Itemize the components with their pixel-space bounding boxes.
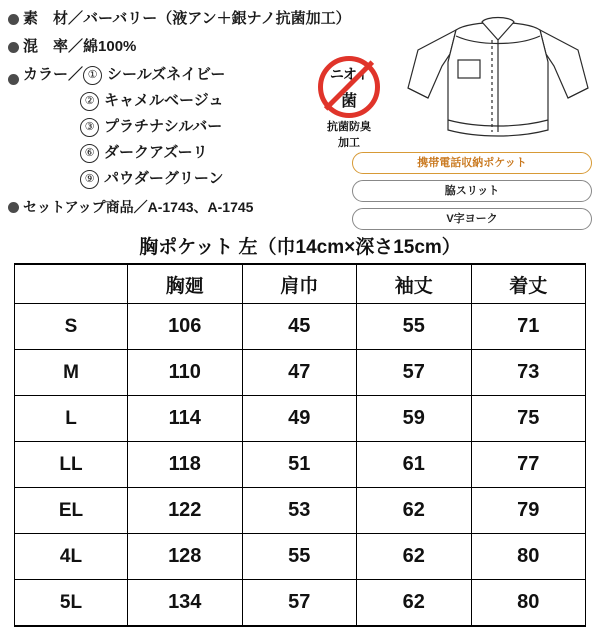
bullet-icon — [8, 14, 19, 25]
color-number: ⑨ — [80, 170, 99, 189]
cell-sleeve: 61 — [357, 442, 472, 488]
spec-value-material: バーバリー（液アン＋銀ナノ抗菌加工） — [83, 10, 351, 27]
cell-length: 79 — [471, 488, 586, 534]
cell-length: 80 — [471, 534, 586, 580]
badge-line1: ニオイ — [329, 66, 369, 82]
size-table — [14, 263, 586, 627]
color-number: ⑥ — [80, 144, 99, 163]
cell-shoulder: 55 — [242, 534, 357, 580]
bullet-icon — [8, 74, 19, 85]
cell-chest: 134 — [128, 580, 243, 627]
cell-sleeve: 55 — [357, 304, 472, 350]
header-size — [15, 264, 128, 304]
cell-chest: 128 — [128, 534, 243, 580]
color-number: ② — [80, 92, 99, 111]
antibacterial-badge — [305, 56, 393, 150]
spec-label-composition: 混 率／ — [23, 38, 84, 55]
bullet-icon — [8, 42, 19, 53]
cell-chest: 122 — [128, 488, 243, 534]
table-row — [15, 534, 586, 580]
color-list — [8, 62, 308, 192]
color-item-6 — [8, 140, 308, 166]
cell-length: 75 — [471, 396, 586, 442]
cell-size: M — [15, 350, 128, 396]
color-item-2 — [8, 88, 308, 114]
spec-row-composition — [8, 34, 308, 60]
pill-v-yoke: V字ヨーク — [352, 208, 592, 230]
badge-caption-line2: 加工 — [338, 137, 360, 149]
header-sleeve: 袖丈 — [357, 264, 472, 304]
cell-length: 77 — [471, 442, 586, 488]
cell-chest: 114 — [128, 396, 243, 442]
cell-size: L — [15, 396, 128, 442]
spec-label-material: 素 材／ — [23, 10, 84, 27]
cell-shoulder: 45 — [242, 304, 357, 350]
cell-sleeve: 62 — [357, 580, 472, 627]
cell-sleeve: 62 — [357, 488, 472, 534]
cell-sleeve: 57 — [357, 350, 472, 396]
shirt-illustration — [398, 2, 598, 152]
table-row — [15, 488, 586, 534]
spec-label-color: カラー／ — [23, 66, 84, 83]
spec-row-material — [8, 6, 351, 32]
color-name: パウダーグリーン — [104, 170, 224, 187]
table-row — [15, 442, 586, 488]
header-length: 着丈 — [471, 264, 586, 304]
header-chest: 胸廻 — [128, 264, 243, 304]
table-row — [15, 580, 586, 627]
color-number: ① — [83, 66, 102, 85]
cell-shoulder: 57 — [242, 580, 357, 627]
cell-size: 4L — [15, 534, 128, 580]
pocket-title: 胸ポケット 左（巾14cm×深さ15cm） — [139, 237, 461, 258]
badge-caption-line1: 抗菌防臭 — [327, 121, 371, 133]
cell-length: 73 — [471, 350, 586, 396]
color-name: ダークアズーリ — [104, 144, 208, 161]
cell-chest: 106 — [128, 304, 243, 350]
setup-text: セットアップ商品／A-1743、A-1745 — [23, 199, 254, 215]
table-row — [15, 304, 586, 350]
cell-sleeve: 62 — [357, 534, 472, 580]
table-row — [15, 350, 586, 396]
pill-phone-pocket: 携帯電話収納ポケット — [352, 152, 592, 174]
cell-size: 5L — [15, 580, 128, 627]
cell-sleeve: 59 — [357, 396, 472, 442]
cell-shoulder: 51 — [242, 442, 357, 488]
color-item-1 — [8, 62, 308, 88]
color-item-9 — [8, 166, 308, 192]
table-row — [15, 396, 586, 442]
color-name: プラチナシルバー — [104, 118, 223, 135]
cell-chest: 110 — [128, 350, 243, 396]
cell-size: S — [15, 304, 128, 350]
bullet-icon — [8, 202, 19, 213]
table-header-row — [15, 264, 586, 304]
cell-shoulder: 53 — [242, 488, 357, 534]
setup-row — [8, 194, 308, 220]
feature-pill-list — [352, 152, 592, 236]
badge-line2: 菌 — [340, 93, 357, 110]
color-name: シールズネイビー — [107, 66, 226, 83]
cell-length: 71 — [471, 304, 586, 350]
cell-length: 80 — [471, 580, 586, 627]
color-number: ③ — [80, 118, 99, 137]
cell-shoulder: 49 — [242, 396, 357, 442]
cell-chest: 118 — [128, 442, 243, 488]
header-shoulder: 肩巾 — [242, 264, 357, 304]
color-item-3 — [8, 114, 308, 140]
color-name: キャメルベージュ — [104, 92, 224, 109]
no-odor-icon — [318, 56, 380, 118]
cell-size: EL — [15, 488, 128, 534]
pill-side-slit: 脇スリット — [352, 180, 592, 202]
cell-size: LL — [15, 442, 128, 488]
spec-value-composition: 綿100% — [83, 38, 137, 55]
cell-shoulder: 47 — [242, 350, 357, 396]
